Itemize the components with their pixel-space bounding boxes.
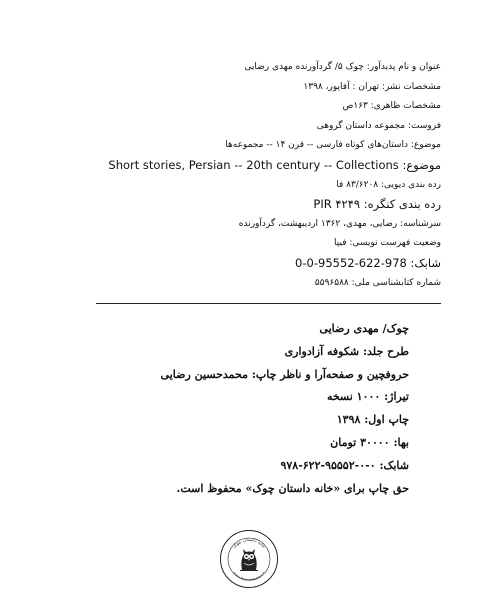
cip-publisher-line: مشخصات نشر: تهران : آفاپور، ۱۳۹۸: [303, 81, 441, 92]
cip-subject-fa-line: موضوع: داستان‌های کوتاه فارسی -- قرن ۱۴ -- مجموعه‌ها: [225, 140, 441, 151]
cip-national-id-line: شماره کتابشناسی ملی: ۵۵۹۶۵۸۸: [314, 277, 441, 288]
credit-price: بها: ۳۰۰۰۰ تومان: [330, 435, 409, 449]
credit-cover-design: طرح جلد: شکوفه آزادواری: [284, 344, 409, 358]
cip-dewey-line: رده بندی دیویی: ۸۳/۶۲۰۸ فا: [336, 179, 441, 190]
credit-copyright: حق چاپ برای «خانه داستان چوک» محفوظ است.: [176, 481, 409, 495]
cip-title-line: عنوان و نام پدیدآور: چوک ۵/ گردآورنده مهدی رضایی: [244, 62, 441, 72]
owl-icon: [222, 532, 276, 586]
credit-isbn: شابک: ۰-۰-۹۵۵۵۲-۶۲۲-۹۷۸: [280, 458, 409, 472]
credit-edition: چاپ اول: ۱۳۹۸: [336, 413, 409, 427]
svg-text:www.khanehdastan.ir: www.khanehdastan.ir: [232, 571, 266, 583]
book-credits: [120, 318, 409, 500]
cataloging-in-publication: [108, 58, 441, 293]
cip-congress-line: رده بندی کنگره: PIR ۴۲۴۹: [313, 197, 441, 212]
cip-author-line: سرشناسه: رضایی، مهدی، ۱۳۶۲ اردیبهشت، گردآورنده: [238, 218, 441, 229]
credit-typesetting: حروفچین و صفحه‌آرا و ناظر چاپ: محمدحسین رضایی: [160, 367, 409, 381]
cip-status-line: وضعیت فهرست نویسی: فیپا: [334, 238, 441, 249]
svg-text:خانه داستان چوک: خانه داستان چوک: [232, 537, 266, 550]
credit-title: چوک/ مهدی رضایی: [319, 322, 409, 335]
cip-series-line: فروست: مجموعه داستان گروهی: [316, 120, 441, 131]
cip-isbn-line: شابک: 978-622-95552-0-0: [295, 255, 441, 270]
publisher-seal-logo: [220, 530, 278, 588]
credit-print-run: تیراژ: ۱۰۰۰ نسخه: [326, 390, 409, 404]
cip-subject-en-line: موضوع: Short stories, Persian -- 20th century -- Collections: [108, 157, 441, 172]
cip-physical-line: مشخصات ظاهری: ۱۶۳ص: [342, 101, 441, 112]
divider: [96, 303, 441, 304]
